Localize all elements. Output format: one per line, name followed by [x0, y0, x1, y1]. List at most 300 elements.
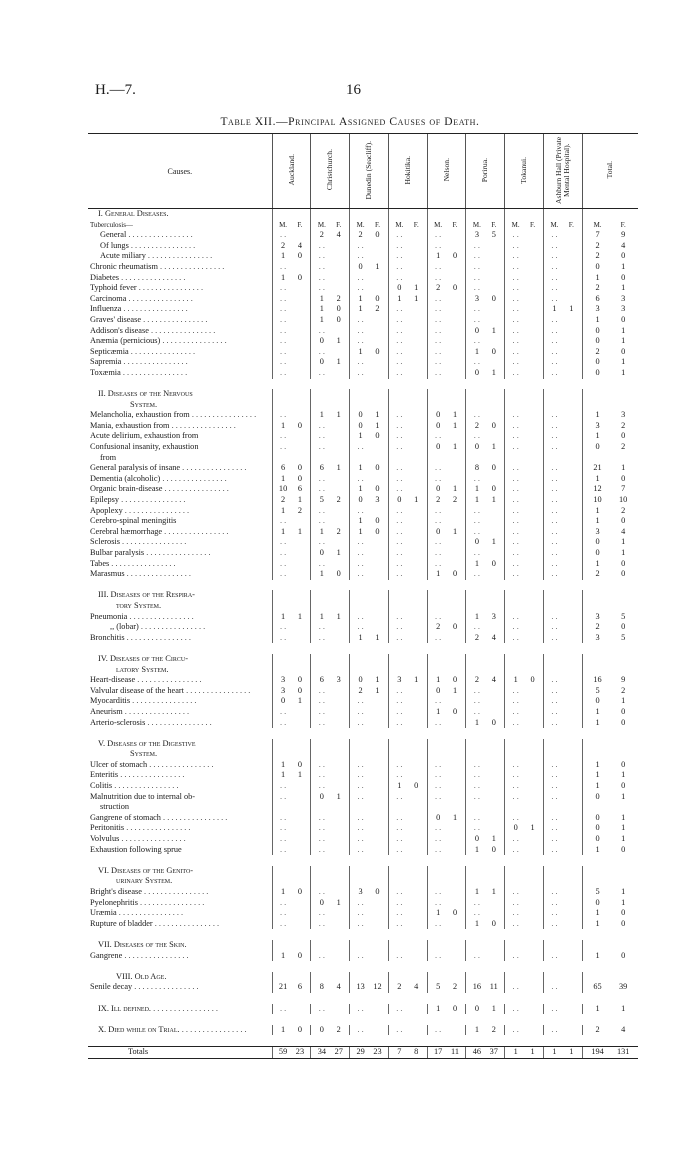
value-cell [350, 696, 389, 707]
female-value: 1 [621, 812, 626, 822]
table-row [88, 823, 638, 834]
male-value: . . [435, 611, 442, 621]
value-cell [388, 209, 427, 220]
value-cell [544, 696, 583, 707]
female-value [295, 294, 304, 305]
male-value: . . [279, 918, 287, 928]
mf-pair [544, 675, 582, 686]
value-cell [544, 898, 583, 909]
male-value: . . [357, 759, 364, 769]
male-value: 21 [278, 982, 288, 992]
value-cell [466, 304, 505, 315]
female-value [567, 1025, 576, 1036]
value-cell [311, 527, 350, 538]
male-value: 1 [358, 484, 363, 494]
female-value [412, 336, 421, 347]
male-value: . . [396, 251, 403, 261]
value-cell [311, 326, 350, 337]
value-cell [582, 241, 638, 252]
male-value: . . [551, 812, 558, 822]
value-cell [311, 463, 350, 474]
female-value [373, 1025, 382, 1036]
female-value [373, 781, 382, 792]
male-value: 8 [319, 982, 324, 992]
table-row [88, 463, 638, 474]
row-label: Anæmia (pernicious) . . [88, 336, 272, 347]
female-value: 1 [491, 367, 496, 377]
male-value: 1 [281, 887, 286, 896]
value-cell [388, 326, 427, 337]
value-cell [505, 845, 544, 856]
male-value: . . [512, 526, 519, 536]
female-value [373, 569, 382, 580]
spacer-row [88, 379, 638, 390]
male-value: . . [357, 1003, 364, 1013]
female-value [489, 410, 498, 421]
mf-pair [428, 898, 466, 909]
value-cell [311, 548, 350, 559]
mf-pair [505, 273, 543, 284]
female-value: 0 [621, 622, 626, 632]
value-cell [311, 410, 350, 421]
male-value: . . [357, 442, 364, 452]
value-cell [582, 590, 638, 601]
mf-pair [428, 506, 466, 517]
male-value: . . [435, 632, 442, 642]
male-value: . . [473, 251, 481, 261]
value-cell [544, 251, 583, 262]
value-cell [466, 506, 505, 517]
value-cell [272, 262, 311, 273]
female-value: 2 [491, 1024, 496, 1034]
value-cell [272, 739, 311, 750]
mf-pair [350, 834, 388, 845]
value-cell [427, 876, 466, 887]
row-label: Bronchitis . . [88, 633, 272, 644]
mf-pair [311, 633, 349, 644]
female-value [334, 622, 343, 633]
mf-pair [583, 718, 638, 729]
mf-pair [466, 718, 504, 729]
mf-pair [311, 696, 349, 707]
male-value: . . [435, 431, 442, 441]
mf-pair [350, 442, 388, 453]
female-value [373, 823, 382, 834]
value-cell [544, 400, 583, 411]
female-value [295, 569, 304, 580]
male-value: . . [512, 812, 519, 822]
value-cell [582, 548, 638, 559]
mf-pair [350, 495, 388, 506]
mf-pair [311, 262, 349, 273]
male-value: . . [396, 304, 403, 314]
male-value: 0 [595, 261, 600, 271]
female-value [567, 823, 576, 834]
value-cell [427, 410, 466, 421]
female-value [489, 315, 498, 326]
value-cell [350, 622, 389, 633]
mf-pair [428, 781, 466, 792]
male-value: . . [551, 717, 558, 727]
value-cell [505, 898, 544, 909]
mf-pair [505, 569, 543, 580]
female-value [295, 781, 304, 792]
mf-pair [505, 506, 543, 517]
mf-pair [350, 484, 388, 495]
male-value: . . [318, 834, 325, 844]
value-cell [350, 537, 389, 548]
value-cell [272, 251, 311, 262]
value-cell [350, 612, 389, 623]
male-value: . . [435, 1024, 442, 1034]
female-value: 4 [491, 632, 496, 642]
value-cell [544, 718, 583, 729]
mf-pair [583, 908, 638, 919]
table-row [88, 273, 638, 284]
female-value: F. [297, 220, 303, 229]
mf-pair [544, 781, 582, 792]
mf-pair [583, 506, 638, 517]
mf-pair [428, 813, 466, 824]
value-cell [272, 516, 311, 527]
mf-pair [583, 463, 638, 474]
male-value: . . [551, 251, 558, 261]
male-value: . . [473, 950, 481, 960]
mf-pair [273, 559, 311, 570]
male-value: . . [318, 632, 325, 642]
male-value: . . [551, 696, 558, 706]
male-value: . . [473, 516, 481, 526]
female-value [295, 622, 304, 633]
female-value [412, 792, 421, 803]
female-value [489, 760, 498, 771]
female-value: 0 [375, 463, 380, 473]
mf-pair [428, 707, 466, 718]
row-label: Pneumonia . . [88, 612, 272, 623]
female-value [334, 283, 343, 294]
male-value: . . [396, 346, 403, 356]
table-row [88, 304, 638, 315]
mf-pair [505, 1004, 543, 1015]
value-cell [311, 696, 350, 707]
female-value [528, 421, 537, 432]
mf-pair [428, 347, 466, 358]
value-cell [388, 262, 427, 273]
value-cell [388, 1046, 427, 1058]
male-value: 1 [595, 473, 600, 483]
female-value [373, 792, 382, 803]
mf-pair [544, 1004, 582, 1015]
value-cell [505, 548, 544, 559]
male-value: . . [512, 346, 519, 356]
value-cell [350, 347, 389, 358]
value-cell [466, 251, 505, 262]
male-value: 0 [595, 537, 600, 547]
mf-pair [311, 612, 349, 623]
mf-pair [311, 908, 349, 919]
female-value [373, 760, 382, 771]
table-row [88, 770, 638, 781]
male-value: . . [318, 537, 325, 547]
table-row [88, 315, 638, 326]
mf-pair [389, 251, 427, 262]
male-value: 2 [358, 230, 363, 240]
female-value: 9 [621, 230, 626, 240]
female-value [528, 273, 537, 284]
female-value [567, 410, 576, 421]
value-cell [311, 442, 350, 453]
mf-pair [428, 262, 466, 273]
male-value: . . [551, 431, 558, 441]
value-cell [311, 516, 350, 527]
female-value: 0 [452, 251, 458, 261]
mf-pair [466, 1025, 504, 1036]
female-value: 0 [491, 484, 496, 494]
table-row [88, 347, 638, 358]
value-cell [388, 484, 427, 495]
mf-pair [273, 357, 311, 368]
mf-pair [466, 516, 504, 527]
female-value: 5 [621, 632, 626, 642]
male-value: . . [551, 537, 558, 547]
male-value: . . [279, 410, 287, 420]
mf-pair [428, 283, 466, 294]
male-value: 7 [595, 230, 600, 240]
mf-pair [389, 474, 427, 485]
value-cell [350, 400, 389, 411]
male-value: M. [593, 220, 602, 229]
female-value [412, 304, 421, 315]
spacer-cell [88, 728, 638, 739]
female-value [489, 908, 498, 919]
male-value: . . [551, 516, 558, 526]
female-value [489, 431, 498, 442]
male-value: . . [435, 463, 442, 473]
mf-pair [583, 527, 638, 538]
mf-pair [544, 431, 582, 442]
value-cell [505, 431, 544, 442]
female-value [451, 463, 460, 474]
female-value [528, 845, 537, 856]
mf-pair [350, 283, 388, 294]
female-value [451, 241, 460, 252]
mf-pair [505, 908, 543, 919]
male-value: . . [435, 367, 442, 377]
value-cell [582, 696, 638, 707]
mf-pair [350, 421, 388, 432]
male-value: 1 [595, 781, 600, 791]
female-value [373, 718, 382, 729]
mf-pair [273, 431, 311, 442]
male-value: 2 [474, 420, 479, 430]
value-cell [505, 887, 544, 898]
female-value [295, 898, 304, 909]
female-value: 0 [297, 759, 303, 769]
female-value [528, 230, 537, 241]
table-title-text: Principal Assigned Causes of Death. [288, 116, 480, 128]
value-cell [311, 982, 350, 993]
mf-pair [583, 262, 638, 273]
male-value: . . [396, 431, 403, 441]
female-value [567, 241, 576, 252]
female-value: 7 [621, 484, 626, 494]
value-cell [427, 982, 466, 993]
mf-pair [466, 908, 504, 919]
mf-pair [311, 421, 349, 432]
male-value: . . [396, 410, 403, 420]
mf-pair [350, 347, 388, 358]
mf-pair [389, 622, 427, 633]
female-value [528, 951, 537, 962]
value-cell [311, 665, 350, 676]
value-cell [272, 1025, 311, 1036]
mf-pair [583, 813, 638, 824]
male-value: 0 [397, 283, 402, 293]
male-value: . . [551, 558, 558, 568]
male-value: . . [551, 982, 558, 992]
mf-pair [273, 463, 311, 474]
value-cell [505, 262, 544, 273]
male-value: . . [357, 314, 364, 324]
mf-pair [505, 220, 543, 231]
male-value: 6 [319, 675, 324, 685]
female-value [334, 696, 343, 707]
value-cell [544, 982, 583, 993]
female-value: 1 [375, 685, 380, 695]
male-value: . . [473, 696, 481, 706]
mf-pair [350, 951, 388, 962]
male-value: 0 [595, 442, 600, 452]
mf-pair [505, 834, 543, 845]
female-value: 0 [297, 675, 303, 685]
female-value [489, 898, 498, 909]
male-value: . . [512, 463, 519, 473]
value-cell [272, 1046, 311, 1058]
female-value: 1 [452, 812, 458, 822]
spacer-cell [88, 580, 638, 591]
mf-pair [544, 1047, 582, 1058]
value-cell [544, 273, 583, 284]
female-value: 4 [336, 230, 341, 240]
mf-pair [544, 241, 582, 252]
female-value: 0 [491, 844, 496, 854]
mf-pair [544, 336, 582, 347]
female-value [412, 273, 421, 284]
male-value: . . [473, 304, 481, 314]
section-heading-row [88, 601, 638, 612]
value-cell [466, 474, 505, 485]
male-value: . . [279, 357, 287, 367]
row-label: Gangrene . . [88, 951, 272, 962]
row-label: Cerebral hæmorrhage . . [88, 527, 272, 538]
female-value [489, 696, 498, 707]
value-cell [505, 781, 544, 792]
mf-pair [583, 898, 638, 909]
mf-pair [273, 612, 311, 623]
female-value [528, 495, 537, 506]
value-cell [582, 559, 638, 570]
mf-pair [466, 230, 504, 241]
male-value: . . [551, 781, 558, 791]
female-value: 0 [452, 706, 458, 716]
spacer-cell [88, 1014, 638, 1025]
value-cell [272, 537, 311, 548]
male-value: 6 [281, 463, 286, 473]
value-cell [350, 590, 389, 601]
male-value: 3 [474, 293, 479, 303]
male-value: . . [512, 781, 519, 791]
table-row [88, 495, 638, 506]
value-cell [466, 516, 505, 527]
row-label: struction [100, 802, 130, 812]
table-row [88, 718, 638, 729]
female-value: F. [452, 220, 458, 229]
female-value [528, 622, 537, 633]
spacer-cell [88, 1035, 638, 1046]
spacer-row [88, 1035, 638, 1046]
value-cell [544, 357, 583, 368]
mf-pair [273, 887, 311, 898]
male-value: . . [318, 717, 325, 727]
value-cell [272, 400, 311, 411]
mf-pair [428, 696, 466, 707]
value-cell [311, 887, 350, 898]
female-value: 3 [491, 611, 496, 621]
mf-pair [311, 431, 349, 442]
mf-pair [389, 781, 427, 792]
mf-pair [583, 622, 638, 633]
mf-pair [311, 537, 349, 548]
value-cell [466, 495, 505, 506]
mf-pair [389, 908, 427, 919]
value-cell [544, 823, 583, 834]
mf-pair [389, 463, 427, 474]
female-value: 1 [491, 537, 496, 547]
female-value: 1 [621, 325, 626, 335]
female-value: 0 [491, 558, 496, 568]
female-value: 1 [336, 410, 341, 420]
female-value [489, 770, 498, 781]
mf-pair [389, 548, 427, 559]
male-value: 3 [474, 230, 479, 240]
female-value: 1 [375, 420, 380, 430]
mf-pair [273, 315, 311, 326]
male-value: 2 [358, 685, 363, 695]
female-value [567, 251, 576, 262]
value-cell [505, 633, 544, 644]
female-value: 2 [336, 495, 341, 505]
row-label: III. Diseases of the Respira- [98, 590, 195, 600]
mf-pair [311, 718, 349, 729]
value-cell [388, 622, 427, 633]
female-value: 1 [336, 463, 341, 473]
male-value: . . [473, 770, 481, 780]
male-value: . . [512, 420, 519, 430]
column-header-causes: Causes. [88, 134, 272, 209]
male-value: . . [512, 1024, 519, 1034]
female-value: 0 [375, 431, 380, 441]
value-cell [350, 326, 389, 337]
value-cell [311, 336, 350, 347]
male-value: . . [318, 346, 325, 356]
male-value: 1 [474, 844, 479, 854]
mf-pair [544, 760, 582, 771]
female-value [451, 1025, 460, 1036]
mf-pair [428, 326, 466, 337]
mf-pair [466, 696, 504, 707]
value-cell [272, 559, 311, 570]
male-value: 0 [358, 261, 363, 271]
